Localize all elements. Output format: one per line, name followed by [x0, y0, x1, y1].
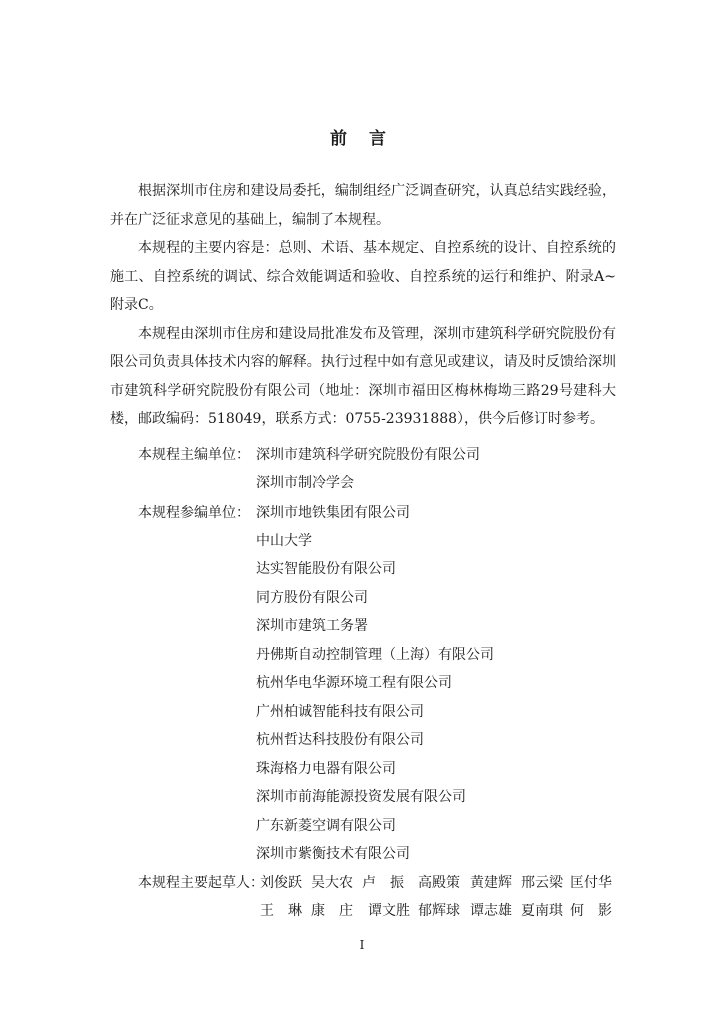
drafter-name: 高殿策 — [418, 875, 460, 891]
paragraph-contents: 本规程的主要内容是：总则、术语、基本规定、自控系统的设计、自控系统的施工、自控系统的调试、综合效能调适和验收、自控系统的运行和维护、附录A~附录C。 — [110, 240, 616, 313]
participating-unit: 中山大学 — [256, 533, 312, 549]
participating-unit: 杭州哲达科技股份有限公司 — [256, 732, 424, 748]
participating-unit: 深圳市前海能源投资发展有限公司 — [256, 789, 466, 805]
participating-unit: 深圳市地铁集团有限公司 — [256, 505, 410, 521]
participating-unit: 同方股份有限公司 — [256, 590, 368, 606]
participating-unit: 珠海格力电器有限公司 — [256, 761, 396, 777]
preface-body — [110, 177, 616, 434]
participating-unit: 丹佛斯自动控制管理（上海）有限公司 — [256, 647, 494, 663]
drafter-name: 黄建辉 — [470, 875, 512, 891]
participating-unit: 广东新菱空调有限公司 — [256, 818, 396, 834]
drafters-label: 本规程主要起草人： — [138, 875, 264, 891]
drafter-name: 匡付华 — [570, 875, 612, 891]
page-number: I — [359, 938, 365, 952]
chief-units-label: 本规程主编单位： — [138, 447, 250, 463]
drafter-name: 吴大农 — [311, 875, 353, 891]
chief-unit: 深圳市制冷学会 — [256, 475, 354, 491]
drafter-name: 王 琳 — [260, 903, 302, 919]
participating-unit: 深圳市建筑工务署 — [256, 618, 368, 634]
drafter-name: 谭志雄 — [470, 903, 512, 919]
chief-unit: 深圳市建筑科学研究院股份有限公司 — [256, 447, 480, 463]
drafter-name: 夏南琪 — [521, 903, 563, 919]
drafter-name: 何 影 — [570, 903, 612, 919]
drafter-name: 卢 振 — [362, 875, 404, 891]
paragraph-management: 本规程由深圳市住房和建设局批准发布及管理，深圳市建筑科学研究院股份有限公司负责具体技术内容的解释。执行过程中如有意见或建议，请及时反馈给深圳市建筑科学研究院股份有限公司（地址：深圳市福田区梅林梅坳三路29号建科大楼，邮政编码：518049，联系方式：0755-23931888），供今后修订时参考。 — [110, 325, 616, 427]
drafter-name: 刘俊跃 — [260, 875, 302, 891]
drafter-name: 郁辉球 — [418, 903, 460, 919]
drafter-name: 谭文胜 — [368, 903, 410, 919]
drafter-name: 邢云梁 — [521, 875, 563, 891]
drafter-name: 康 庄 — [311, 903, 353, 919]
participating-units-label: 本规程参编单位： — [138, 505, 250, 521]
paragraph-commission: 根据深圳市住房和建设局委托，编制组经广泛调查研究，认真总结实践经验，并在广泛征求意见的基础上，编制了本规程。 — [110, 183, 616, 228]
participating-unit: 广州柏诚智能科技有限公司 — [256, 704, 424, 720]
participating-unit: 杭州华电华源环境工程有限公司 — [256, 675, 452, 691]
participating-unit: 深圳市紫衡技术有限公司 — [256, 846, 410, 862]
page-title: 前 言 — [330, 129, 394, 149]
participating-unit: 达实智能股份有限公司 — [256, 561, 396, 577]
